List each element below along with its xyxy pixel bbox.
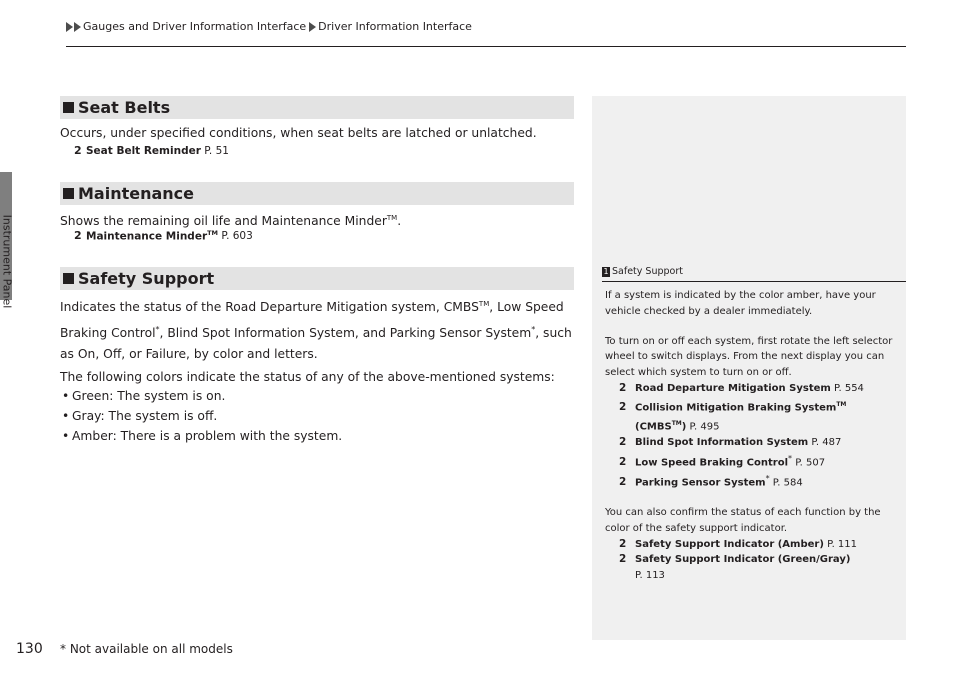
note-paragraph: If a system is indicated by the color amber, have your vehicle checked by a dealer immediately. — [605, 290, 876, 317]
cross-reference-icon: 2 — [619, 401, 627, 414]
cross-reference-icon: 2 — [619, 381, 627, 394]
note-title: Safety Support — [612, 266, 683, 277]
safety-support-paragraph: Indicates the status of the Road Departure Mitigation system, CMBS™, Low Speed Braking Control*, Blind Spot Information System, and Parking Sensor System*, such as On, Off, or Failure, by color and letters. — [60, 300, 572, 362]
note-ref-rdm[interactable]: 2 Road Departure Mitigation System P. 554 — [605, 381, 901, 397]
ref-page: P. 51 — [204, 144, 229, 157]
breadcrumb — [66, 20, 472, 33]
note-ref-indicator-green-gray-page[interactable]: P. 113 — [635, 570, 665, 582]
list-item: • Amber: There is a problem with the system. — [60, 426, 580, 446]
note-body — [605, 288, 901, 584]
section-heading-safety-support — [60, 267, 574, 290]
status-color-list — [60, 386, 580, 446]
chapter-tab-label-wrap — [0, 206, 14, 316]
note-ref-cmbs-cont[interactable]: (CMBS™) P. 495 — [635, 419, 720, 433]
section-heading-seat-belts — [60, 96, 574, 119]
breadcrumb-arrow-icon — [74, 22, 81, 32]
note-paragraph: You can also confirm the status of each function by the color of the safety support indicator. — [605, 507, 881, 534]
note-marker-icon: 1 — [603, 266, 609, 276]
note-ref-cmbs[interactable]: 2 Collision Mitigation Braking System™ — [605, 397, 901, 416]
section-title: Safety Support — [78, 269, 215, 288]
cross-reference-icon: 2 — [619, 456, 627, 469]
note-divider — [602, 281, 906, 282]
square-bullet-icon — [63, 273, 74, 284]
section-title: Maintenance — [78, 184, 195, 203]
note-ref-indicator-green-gray[interactable]: 2 Safety Support Indicator (Green/Gray) — [605, 552, 901, 568]
list-item: • Green: The system is on. — [60, 386, 580, 406]
cross-reference-icon: 2 — [619, 537, 627, 550]
cross-reference-icon: 2 — [74, 144, 82, 157]
square-bullet-icon — [63, 188, 74, 199]
note-ref-bsi[interactable]: 2 Blind Spot Information System P. 487 — [605, 435, 901, 451]
cross-reference-icon: 2 — [619, 553, 627, 566]
note-heading — [602, 266, 683, 277]
note-paragraph: To turn on or off each system, first rotate the left selector wheel to switch displays. From the next display you can select which system to turn on or off. — [605, 335, 893, 379]
note-ref-lsbc[interactable]: 2 Low Speed Braking Control* P. 507 — [605, 451, 901, 471]
breadcrumb-link-gauges[interactable]: Gauges and Driver Information Interface — [83, 20, 307, 33]
seat-belts-text: Occurs, under specified conditions, when seat belts are latched or unlatched. — [60, 126, 537, 140]
cross-reference-icon: 2 — [619, 436, 627, 449]
list-item: • Gray: The system is off. — [60, 406, 580, 426]
breadcrumb-arrow-icon — [309, 22, 316, 32]
chapter-tab-label: Instrument Panel — [0, 214, 14, 308]
square-bullet-icon — [63, 102, 74, 113]
ref-page: P. 603 — [221, 229, 253, 242]
section-title: Seat Belts — [78, 98, 171, 117]
cross-reference-icon: 2 — [74, 229, 82, 243]
maintenance-minder-ref[interactable] — [74, 229, 253, 243]
page-number: 130 — [16, 641, 43, 657]
seat-belt-reminder-ref[interactable] — [74, 144, 229, 157]
note-ref-parking[interactable]: 2 Parking Sensor System* P. 584 — [605, 471, 901, 491]
footnote: * Not available on all models — [60, 642, 233, 656]
breadcrumb-link-driver-info[interactable]: Driver Information Interface — [318, 20, 472, 33]
section-heading-maintenance — [60, 182, 574, 205]
breadcrumb-arrow-icon — [66, 22, 73, 32]
ref-title: Maintenance Minder™ — [86, 229, 219, 243]
safety-support-colors-intro: The following colors indicate the status of any of the above-mentioned systems: — [60, 370, 555, 384]
cross-reference-icon: 2 — [619, 476, 627, 489]
maintenance-text: Shows the remaining oil life and Maintenance Minder™. — [60, 214, 402, 229]
header-divider — [66, 46, 906, 47]
ref-title: Seat Belt Reminder — [86, 144, 201, 157]
note-ref-indicator-amber[interactable]: 2 Safety Support Indicator (Amber) P. 111 — [605, 537, 901, 553]
